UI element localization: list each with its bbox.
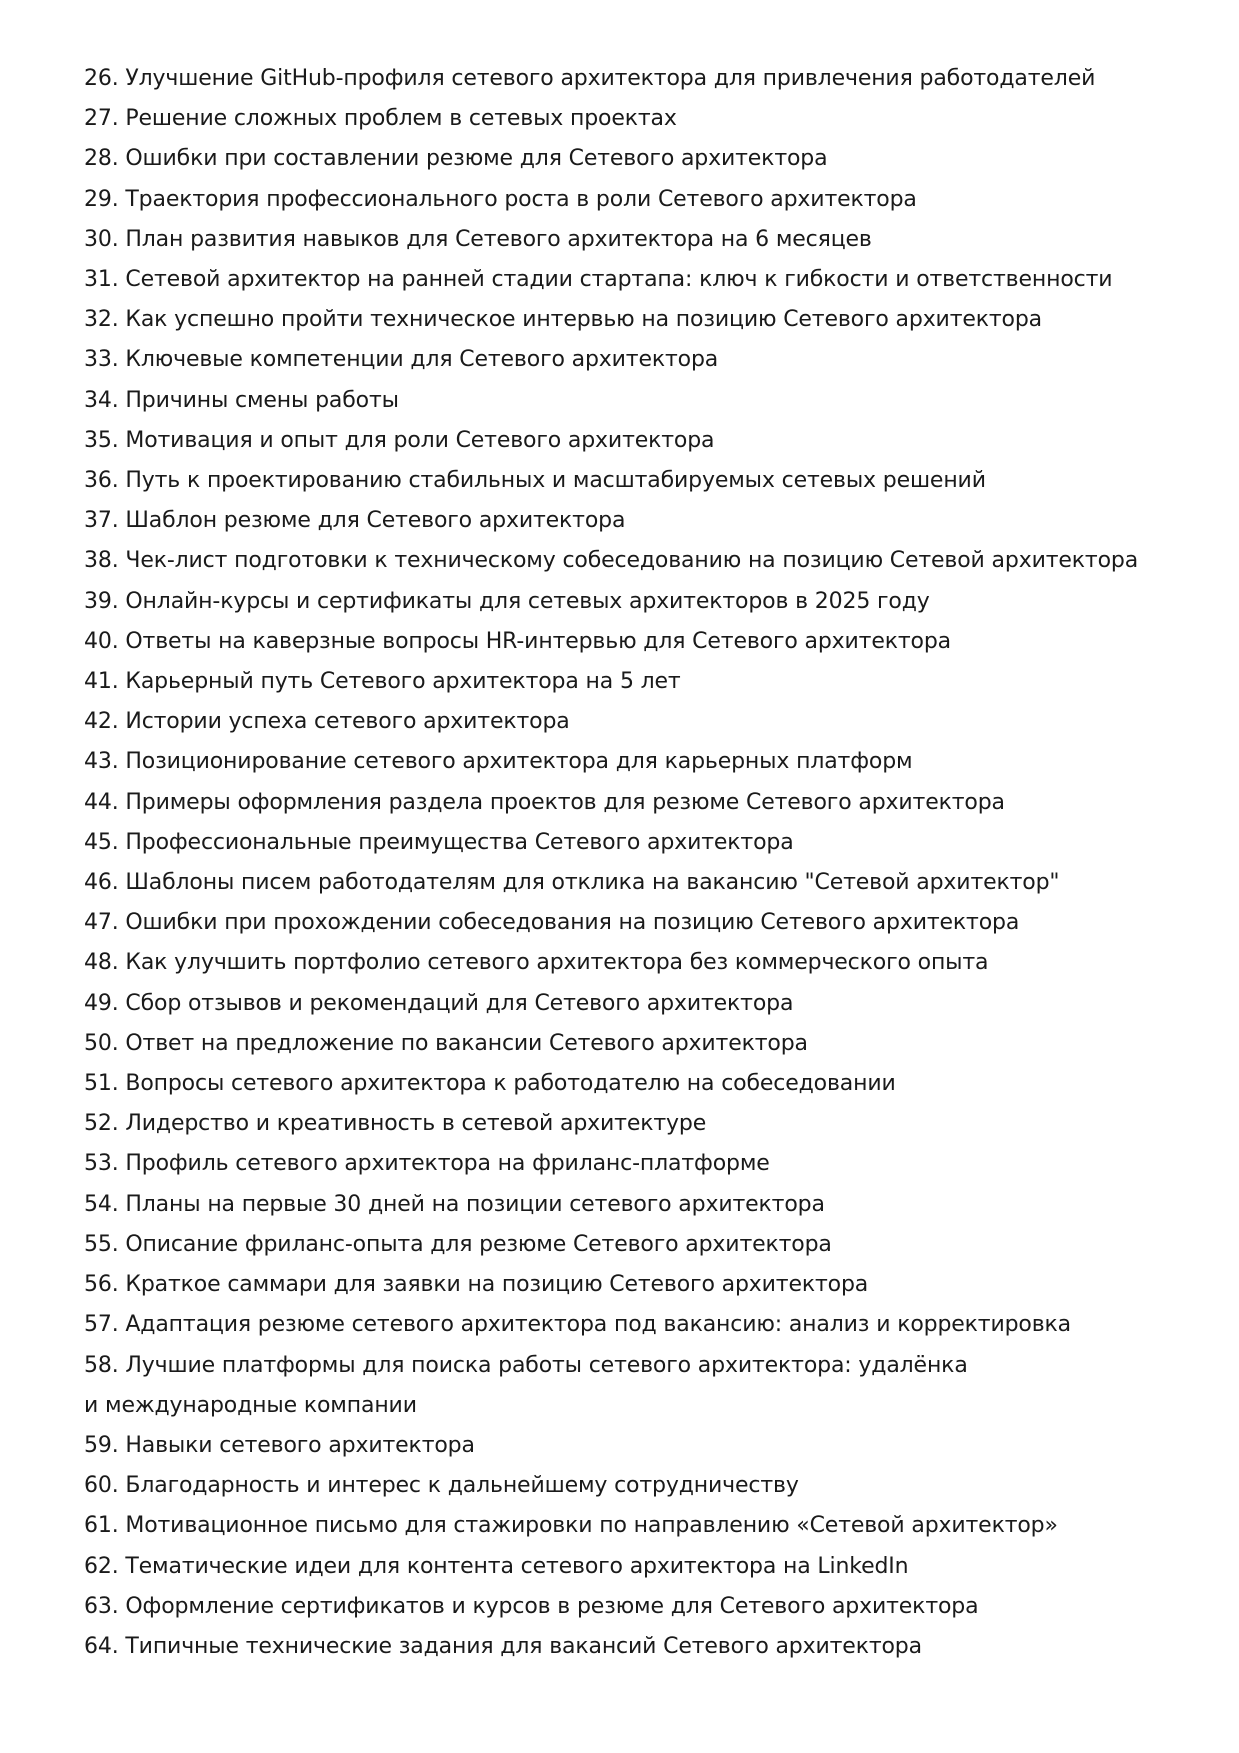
document-page bbox=[84, 59, 1184, 1667]
list-item: 59. Навыки сетевого архитектора bbox=[84, 1432, 475, 1458]
list-item: 34. Причины смены работы bbox=[84, 387, 399, 413]
list-item: 52. Лидерство и креативность в сетевой архитектуре bbox=[84, 1111, 707, 1137]
list-item: 48. Как улучшить портфолио сетевого архитектора без коммерческого опыта bbox=[84, 950, 989, 976]
list-item: 32. Как успешно пройти техническое интервью на позицию Сетевого архитектора bbox=[84, 307, 1043, 333]
list-item: 45. Профессиональные преимущества Сетевого архитектора bbox=[84, 829, 794, 855]
list-item: 43. Позиционирование сетевого архитектора для карьерных платформ bbox=[84, 749, 913, 775]
list-item: 37. Шаблон резюме для Сетевого архитектора bbox=[84, 508, 626, 534]
list-item: 28. Ошибки при составлении резюме для Сетевого архитектора bbox=[84, 146, 828, 172]
list-item: 42. Истории успеха сетевого архитектора bbox=[84, 709, 570, 735]
list-item: 62. Тематические идеи для контента сетевого архитектора на LinkedIn bbox=[84, 1553, 909, 1579]
list-item: 36. Путь к проектированию стабильных и масштабируемых сетевых решений bbox=[84, 468, 986, 494]
list-item: 64. Типичные технические задания для вакансий Сетевого архитектора bbox=[84, 1633, 922, 1659]
list-item: 35. Мотивация и опыт для роли Сетевого архитектора bbox=[84, 427, 715, 453]
list-item: 60. Благодарность и интерес к дальнейшему сотрудничеству bbox=[84, 1473, 799, 1499]
list-item: 38. Чек-лист подготовки к техническому собеседованию на позицию Сетевой архитектора bbox=[84, 548, 1139, 574]
list-item: 27. Решение сложных проблем в сетевых проектах bbox=[84, 106, 677, 132]
list-item: 55. Описание фриланс-опыта для резюме Сетевого архитектора bbox=[84, 1231, 832, 1257]
list-item: 29. Траектория профессионального роста в роли Сетевого архитектора bbox=[84, 186, 917, 212]
list-item: 61. Мотивационное письмо для стажировки по направлению «Сетевой архитектор» bbox=[84, 1513, 1058, 1539]
list-item: 44. Примеры оформления раздела проектов для резюме Сетевого архитектора bbox=[84, 789, 1005, 815]
list-item: 56. Краткое саммари для заявки на позицию Сетевого архитектора bbox=[84, 1272, 869, 1298]
list-item: 33. Ключевые компетенции для Сетевого архитектора bbox=[84, 347, 719, 373]
list-item: 26. Улучшение GitHub-профиля сетевого архитектора для привлечения работодателей bbox=[84, 66, 1096, 91]
list-item: 57. Адаптация резюме сетевого архитектора под вакансию: анализ и корректировка bbox=[84, 1312, 1072, 1338]
list-item: 53. Профиль сетевого архитектора на фриланс-платформе bbox=[84, 1151, 770, 1177]
list-item: 40. Ответы на каверзные вопросы HR-интервью для Сетевого архитектора bbox=[84, 628, 951, 654]
list-item: 58. Лучшие платформы для поиска работы сетевого архитектора: удалёнка и международные компании bbox=[84, 1352, 968, 1418]
list-item: 31. Сетевой архитектор на ранней стадии стартапа: ключ к гибкости и ответственности bbox=[84, 267, 1113, 293]
list-item: 50. Ответ на предложение по вакансии Сетевого архитектора bbox=[84, 1030, 808, 1056]
list-item: 46. Шаблоны писем работодателям для отклика на вакансию "Сетевой архитектор" bbox=[84, 870, 1060, 896]
list-item: 30. План развития навыков для Сетевого архитектора на 6 месяцев bbox=[84, 226, 872, 252]
list-item: 49. Сбор отзывов и рекомендаций для Сетевого архитектора bbox=[84, 990, 794, 1016]
list-item: 41. Карьерный путь Сетевого архитектора на 5 лет bbox=[84, 669, 681, 695]
list-item: 47. Ошибки при прохождении собеседования на позицию Сетевого архитектора bbox=[84, 910, 1020, 936]
list-item: 51. Вопросы сетевого архитектора к работодателю на собеседовании bbox=[84, 1071, 896, 1097]
list-item: 63. Оформление сертификатов и курсов в резюме для Сетевого архитектора bbox=[84, 1593, 979, 1619]
list-item: 54. Планы на первые 30 дней на позиции сетевого архитектора bbox=[84, 1191, 825, 1217]
list-item: 39. Онлайн-курсы и сертификаты для сетевых архитекторов в 2025 году bbox=[84, 588, 930, 614]
